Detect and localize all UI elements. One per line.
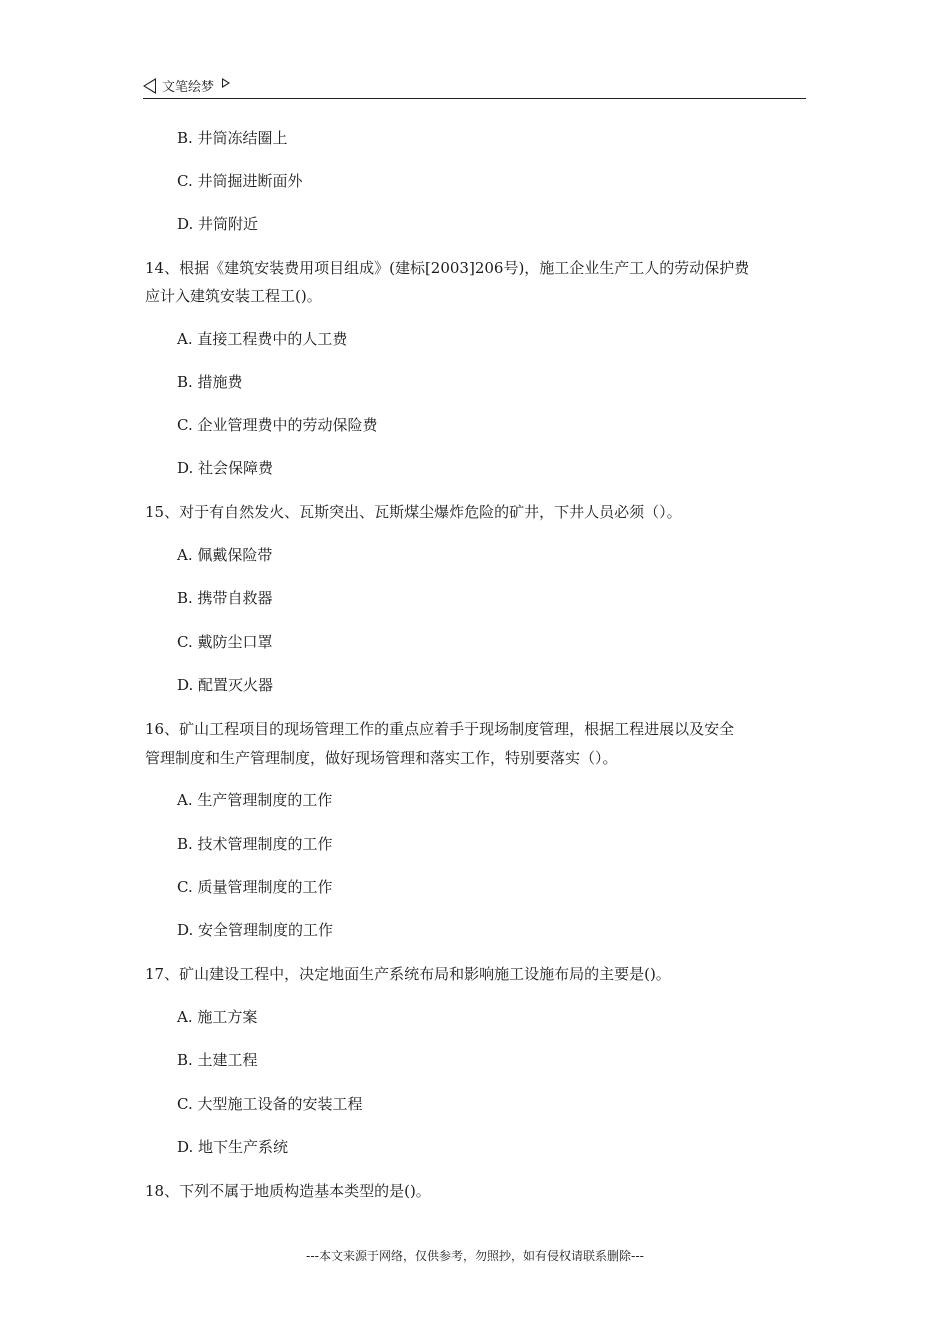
question-17-option-d: D. 地下生产系统: [177, 1138, 289, 1156]
footer-disclaimer: ---本文来源于网络，仅供参考，勿照抄，如有侵权请联系删除---: [306, 1249, 644, 1263]
question-18: 18、下列不属于地质构造基本类型的是()。: [145, 1182, 431, 1200]
question-14-option-b: B. 措施费: [177, 373, 243, 391]
option-d: D. 井筒附近: [177, 215, 259, 233]
question-14-line1: 14、根据《建筑安装费用项目组成》(建标[2003]206号)，施工企业生产工人的劳动保护费: [145, 259, 750, 277]
question-17: 17、矿山建设工程中，决定地面生产系统布局和影响施工设施布局的主要是()。: [145, 965, 671, 983]
question-15-option-c: C. 戴防尘口罩: [177, 633, 273, 651]
triangle-right-icon: [222, 78, 230, 88]
question-17-option-a: A. 施工方案: [177, 1008, 258, 1026]
option-c: C. 井筒掘进断面外: [177, 172, 303, 190]
question-16-line1: 16、矿山工程项目的现场管理工作的重点应着手于现场制度管理，根据工程进展以及安全: [145, 720, 735, 738]
question-16-option-d: D. 安全管理制度的工作: [177, 921, 334, 939]
question-14-option-c: C. 企业管理费中的劳动保险费: [177, 416, 378, 434]
page-header: [143, 74, 806, 99]
question-16-option-c: C. 质量管理制度的工作: [177, 878, 333, 896]
question-16-line2: 管理制度和生产管理制度，做好现场管理和落实工作，特别要落实（）。: [145, 749, 618, 767]
question-15-option-d: D. 配置灭火器: [177, 676, 274, 694]
option-b: B. 井筒冻结圈上: [177, 129, 288, 147]
brand-text: 文笔绘梦: [162, 80, 215, 95]
question-14-option-a: A. 直接工程费中的人工费: [177, 330, 348, 348]
question-17-option-b: B. 土建工程: [177, 1051, 258, 1069]
question-16-option-b: B. 技术管理制度的工作: [177, 835, 333, 853]
question-15-option-b: B. 携带自救器: [177, 589, 273, 607]
triangle-left-icon: [143, 78, 156, 94]
question-15: 15、对于有自然发火、瓦斯突出、瓦斯煤尘爆炸危险的矿井，下井人员必须（）。: [145, 503, 682, 521]
question-14-line2: 应计入建筑安装工程工()。: [145, 287, 322, 305]
question-15-option-a: A. 佩戴保险带: [177, 546, 273, 564]
brand: [143, 76, 230, 95]
question-16-option-a: A. 生产管理制度的工作: [177, 791, 333, 809]
question-14-option-d: D. 社会保障费: [177, 459, 274, 477]
question-17-option-c: C. 大型施工设备的安装工程: [177, 1095, 363, 1113]
